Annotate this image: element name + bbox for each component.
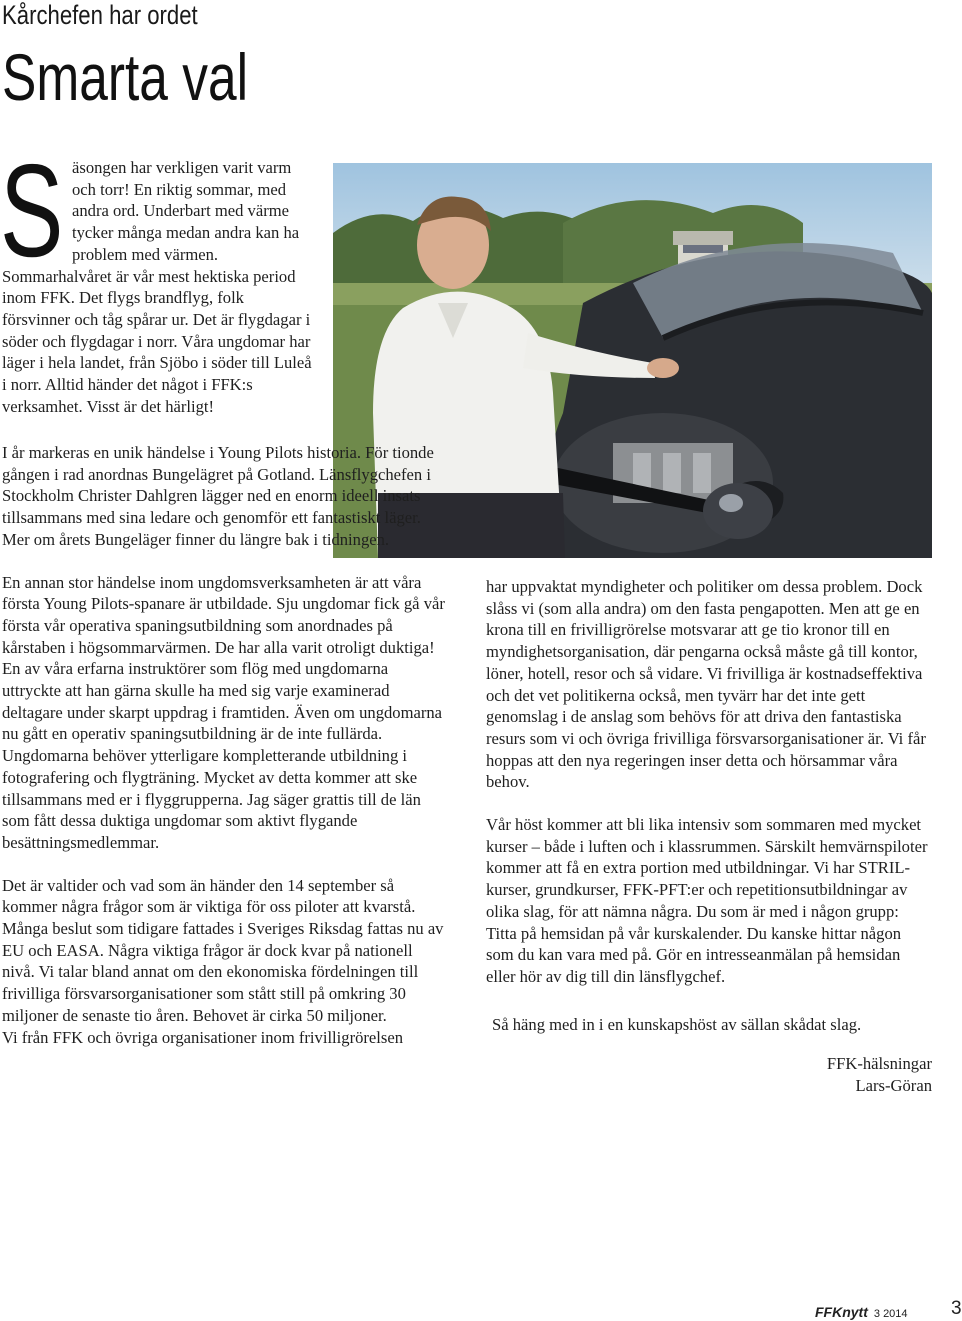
paragraph: Vår höst kommer att bli lika intensiv som sommaren med mycket kurser – både i luften och i klassrummen. Särskilt hemvärnspiloter kommer att få en extra portion med utbildningar. Vi har STRIL-kurser, grundkurser, FFK-PFT:er och repetitionsutbildningar av olika slag, för att nämna några. Du som är med i någon grupp: Titta på hemsidan på vår kurskalender. Du kanske hittar någon som du kan vara med på. Gör en intresseanmälan på hemsidan eller hör av dig till din länsflygchef. xyxy=(486,815,928,986)
signature-greeting: FFK-hälsningar xyxy=(826,1054,932,1074)
section-kicker: Kårchefen har ordet xyxy=(2,0,198,30)
signature-name: Lars-Göran xyxy=(855,1076,932,1096)
intro-text xyxy=(0,137,312,417)
paragraph: Vi från FFK och övriga organisationer inom frivilligrörelsen xyxy=(2,1027,404,1047)
closing-line: Så häng med in i en kunskapshöst av sällan skådat slag. xyxy=(492,1014,862,1034)
dropcap: S xyxy=(0,137,64,284)
page-footer xyxy=(815,1298,962,1320)
paragraph: Mer om årets Bungeläger finner du längre bak i tidningen. xyxy=(2,529,390,549)
paragraph: har uppvaktat myndigheter och politiker om dessa problem. Dock slåss vi (som alla andra) om den fasta pengapotten. Men att ge en krona till en frivilligrörelse motsvarar att ge tio kronor till en myndighetsorganisation, där pengarna också måste gå till kontor, löner, hotell, resor och så vidare. Vi frivilliga är kostnadseffektiva och det vet politikerna också, men tyvärr har det inte gett genomslag i de anslag som behövs för att driva den fantastiska resurs som vi och övriga frivilliga försvarsorganisationer är. Vi får hoppas att den nya regeringen inser detta och hörsammar våra behov. xyxy=(486,577,926,792)
page-number: 3 xyxy=(951,1298,962,1319)
right-column xyxy=(486,576,932,1097)
article-headline: Smarta val xyxy=(2,40,249,114)
paragraph: En annan stor händelse inom ungdomsverksamheten är att våra första Young Pilots-spanare är utbildade. Sju ungdomar fick gå vår första vår operativa spaningsutbildning som anordnades på kårstaben i högsommarvärmen. De har alla varit otroligt duktiga! En av våra erfarna instruktörer som flög med ungdomarna uttryckte att han gärna skulle ha med sig varje examinerad deltagare under skarpt uppdrag i framtiden. Även om ungdomarna nu gått en operativ spaningsutbildning är de inte fullärda. Ungdomarna behöver ytterligare kompletterande utbildning i fotografering och flygträning. Mycket av detta kommer att ske tillsammans med er i flyggrupperna. Jag säger grattis till de län som fått dessa duktiga ungdomar som aktivt flygande besättningsmedlemmar. xyxy=(2,572,445,852)
left-column xyxy=(2,442,448,1048)
signature xyxy=(486,1053,932,1096)
magazine-name: FFKnytt xyxy=(815,1304,868,1320)
paragraph: Det är valtider och vad som än händer den 14 september så kommer några frågor som är viktiga för oss piloter att kvarstå. Många beslut som tidigare fattades i Sveriges Riksdag fattas nu av EU och EASA. Några viktiga frågor är dock kvar på nationell nivå. Vi talar bland annat om den ekonomiska fördelningen till frivilliga försvarsorganisationer som stått still på omkring 30 miljoner de senaste tio åren. Behovet är cirka 50 miljoner. xyxy=(2,875,444,1025)
intro-body: äsongen har verkligen varit varm och torr! En riktig sommar, med andra ord. Underbart med värme tycker många medan andra kan ha problem med värmen. Sommarhalvåret är vår mest hektiska period inom FFK. Det flygs brandflyg, folk försvinner och tåg spårar ur. Det är flygdagar i söder och flygdagar i norr. Våra ungdomar har läger i hela landet, från Sjöbo i söder till Luleå i norr. Alltid händer det något i FFK:s verksamhet. Visst är det härligt! xyxy=(2,158,312,416)
paragraph: I år markeras en unik händelse i Young Pilots historia. För tionde gången i rad anordnas Bungelägret på Gotland. Länsflygchefen i Stockholm Christer Dahlgren lägger ned en enorm ideell insats tillsammans med sina ledare och genomför ett fantastiskt läger. xyxy=(2,443,434,528)
issue-number: 3 2014 xyxy=(873,1308,908,1320)
